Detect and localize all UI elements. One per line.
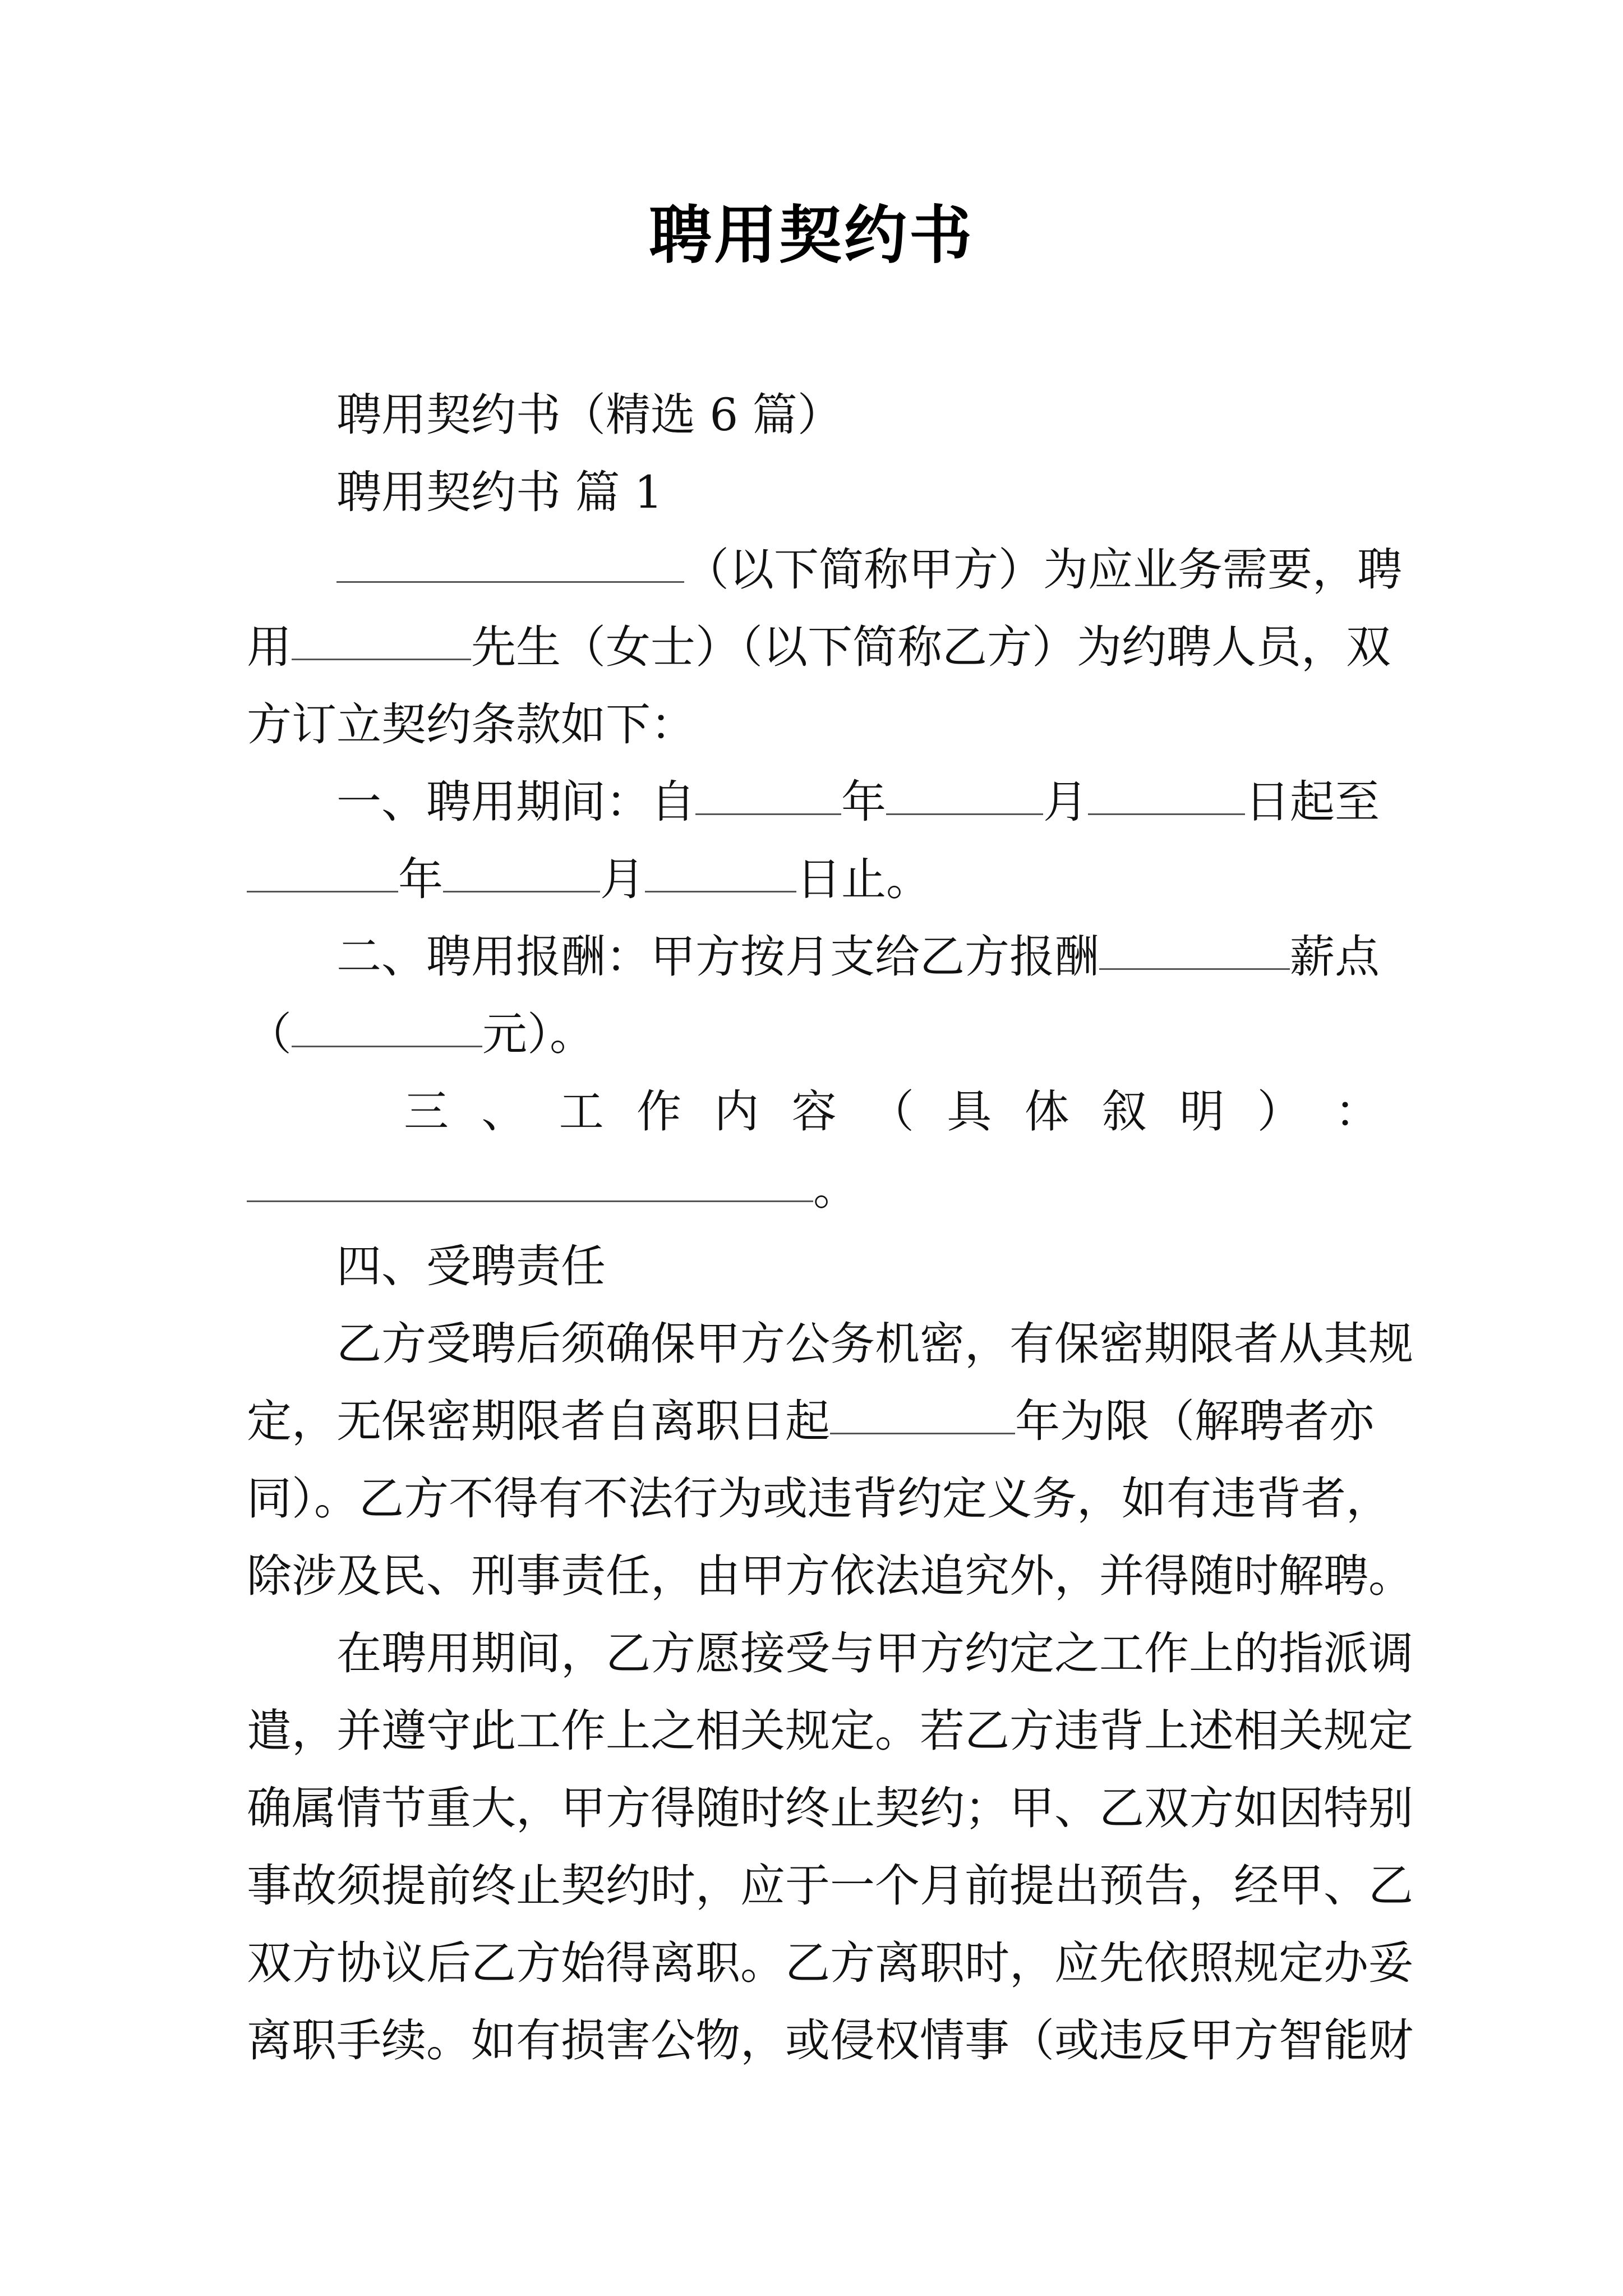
fill-blank-party-b[interactable] [292,608,471,660]
text-char: 工 [559,1085,604,1138]
text-char: 内 [714,1085,759,1138]
clause-1-line [247,840,1380,919]
text-run: 年 [841,776,886,828]
text-char: 明 [1179,1085,1225,1138]
text-run: （ [247,1008,292,1060]
text-run: 日止。 [796,853,931,905]
fill-blank-confidential-years[interactable] [830,1382,1015,1434]
fill-blank-end-month[interactable] [443,840,600,892]
text-run: 定，无保密期限者自离职日起 [247,1395,830,1447]
paragraph-line: 在聘用期间，乙方愿接受与甲方约定之工作上的指派调 [336,1627,1413,1680]
text-char: 容 [791,1085,837,1138]
document-subtitle: 聘用契约书（精选 6 篇） [336,389,842,441]
clause-3-line [247,1150,1380,1228]
paragraph-line: 确属情节重大，甲方得随时终止契约；甲、乙双方如因特别 [247,1782,1413,1834]
clause-4-heading: 四、受聘责任 [336,1240,606,1292]
text-run: 用 [247,621,292,673]
paragraph-line [247,608,1391,687]
text-char: 具 [947,1085,992,1138]
fill-blank-start-year[interactable] [695,763,841,815]
text-run: 薪点 [1290,931,1380,983]
fill-blank-start-month[interactable] [886,763,1043,815]
text-run: （以下简称甲方）为应业务需要，聘 [684,544,1402,596]
text-run: 日起至 [1245,776,1380,828]
paragraph-line: 乙方受聘后须确保甲方公务机密，有保密期限者从其规 [336,1318,1413,1370]
paragraph-line [247,1382,1380,1461]
text-run: 元）。 [482,1008,594,1060]
paragraph-line: 遣，并遵守此工作上之相关规定。若乙方违背上述相关规定 [247,1705,1413,1757]
clause-2-line [336,918,1380,996]
text-char: 、 [481,1085,527,1138]
paragraph-line: 双方协议后乙方始得离职。乙方离职时，应先依照规定办妥 [247,1937,1413,1989]
text-char: 体 [1024,1085,1069,1138]
text-run: 一、聘用期间：自 [336,776,695,828]
fill-blank-salary-points[interactable] [1099,918,1290,970]
page-title: 聘用契约书 [649,199,974,272]
text-char: ： [1334,1085,1380,1138]
paragraph-line [336,531,1402,609]
clause-3-heading [404,1073,1380,1151]
clause-1-line [336,763,1380,841]
fill-blank-start-day[interactable] [1088,763,1245,815]
text-run: 。 [813,1163,858,1215]
text-run: 年为限（解聘者亦 [1015,1395,1374,1447]
text-char: 叙 [1101,1085,1147,1138]
text-char: ） [1257,1085,1302,1138]
paragraph-line: 同）。乙方不得有不法行为或违背约定义务，如有违背者， [247,1473,1391,1525]
fill-blank-job-description[interactable] [247,1150,813,1202]
clause-2-line [247,995,1380,1074]
text-run: 先生（女士）（以下简称乙方）为约聘人员，双 [471,621,1391,673]
text-char: （ [869,1085,914,1138]
text-run: 月 [1043,776,1088,828]
fill-blank-end-day[interactable] [645,840,796,892]
paragraph-line: 事故须提前终止契约时，应于一个月前提出预告，经甲、乙 [247,1860,1413,1912]
fill-blank-salary-yuan[interactable] [292,995,482,1047]
paragraph-line: 离职手续。如有损害公物，或侵权情事（或违反甲方智能财 [247,2014,1413,2067]
section-heading: 聘用契约书 篇 1 [336,466,663,518]
text-run: 二、聘用报酬：甲方按月支给乙方报酬 [336,931,1099,983]
text-run: 月 [600,853,645,905]
fill-blank-party-a[interactable] [336,531,684,583]
text-run: 年 [398,853,443,905]
paragraph-line: 方订立契约条款如下： [247,698,695,751]
paragraph-line: 除涉及民、刑事责任，由甲方依法追究外，并得随时解聘。 [247,1550,1413,1602]
text-char: 作 [636,1085,681,1138]
fill-blank-end-year[interactable] [247,840,398,892]
text-char: 三 [404,1085,449,1138]
